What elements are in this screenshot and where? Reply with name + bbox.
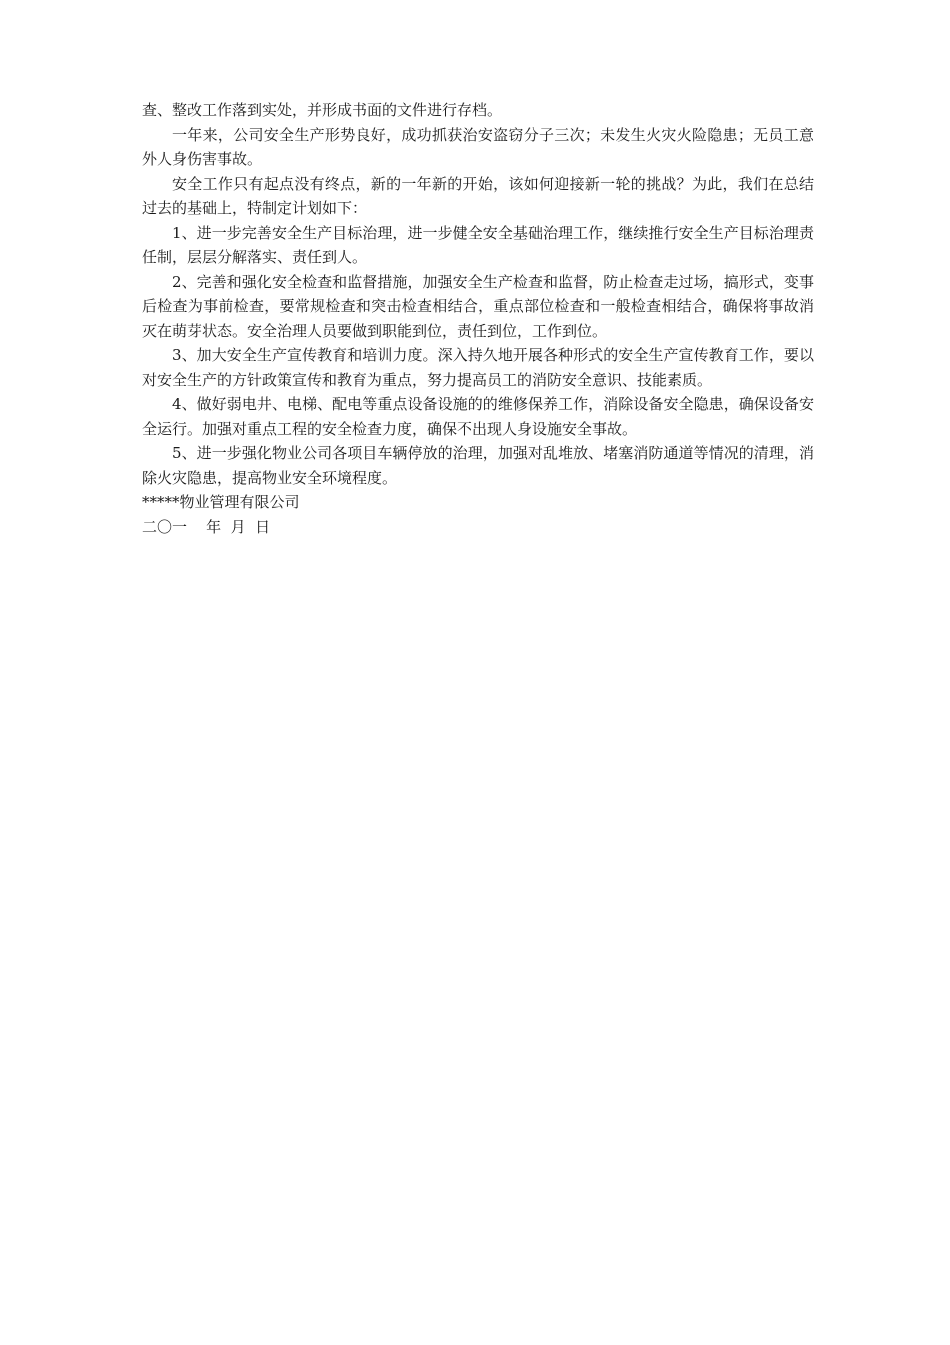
plan-item-5: 5、进一步强化物业公司各项目车辆停放的治理，加强对乱堆放、堵塞消防通道等情况的清理，消除火灾隐患，提高物业安全环境程度。 bbox=[142, 444, 814, 487]
paragraph-plan-intro: 安全工作只有起点没有终点，新的一年新的开始，该如何迎接新一轮的挑战？为此，我们在总结过去的基础上，特制定计划如下： bbox=[142, 174, 814, 217]
document-body bbox=[142, 98, 814, 539]
document-date: 二〇一 年 月 日 bbox=[142, 517, 271, 536]
plan-item-1: 1、进一步完善安全生产目标治理，进一步健全安全基础治理工作，继续推行安全生产目标治理责任制，层层分解落实、责任到人。 bbox=[142, 223, 814, 266]
paragraph-year-summary: 一年来，公司安全生产形势良好，成功抓获治安盗窃分子三次；未发生火灾火险隐患；无员工意外人身伤害事故。 bbox=[142, 125, 814, 168]
plan-item-3: 3、加大安全生产宣传教育和培训力度。深入持久地开展各种形式的安全生产宣传教育工作，要以对安全生产的方针政策宣传和教育为重点，努力提高员工的消防安全意识、技能素质。 bbox=[142, 346, 814, 389]
plan-item-4: 4、做好弱电井、电梯、配电等重点设备设施的的维修保养工作，消除设备安全隐患，确保设备安全运行。加强对重点工程的安全检查力度，确保不出现人身设施安全事故。 bbox=[142, 395, 814, 438]
company-signature: *****物业管理有限公司 bbox=[142, 493, 300, 511]
paragraph-continuation: 查、整改工作落到实处，并形成书面的文件进行存档。 bbox=[142, 101, 503, 119]
plan-item-2: 2、完善和强化安全检查和监督措施，加强安全生产检查和监督，防止检查走过场，搞形式，变事后检查为事前检查，要常规检查和突击检查相结合，重点部位检查和一般检查相结合，确保将事故消灭在萌芽状态。安全治理人员要做到职能到位，责任到位，工作到位。 bbox=[142, 272, 814, 340]
